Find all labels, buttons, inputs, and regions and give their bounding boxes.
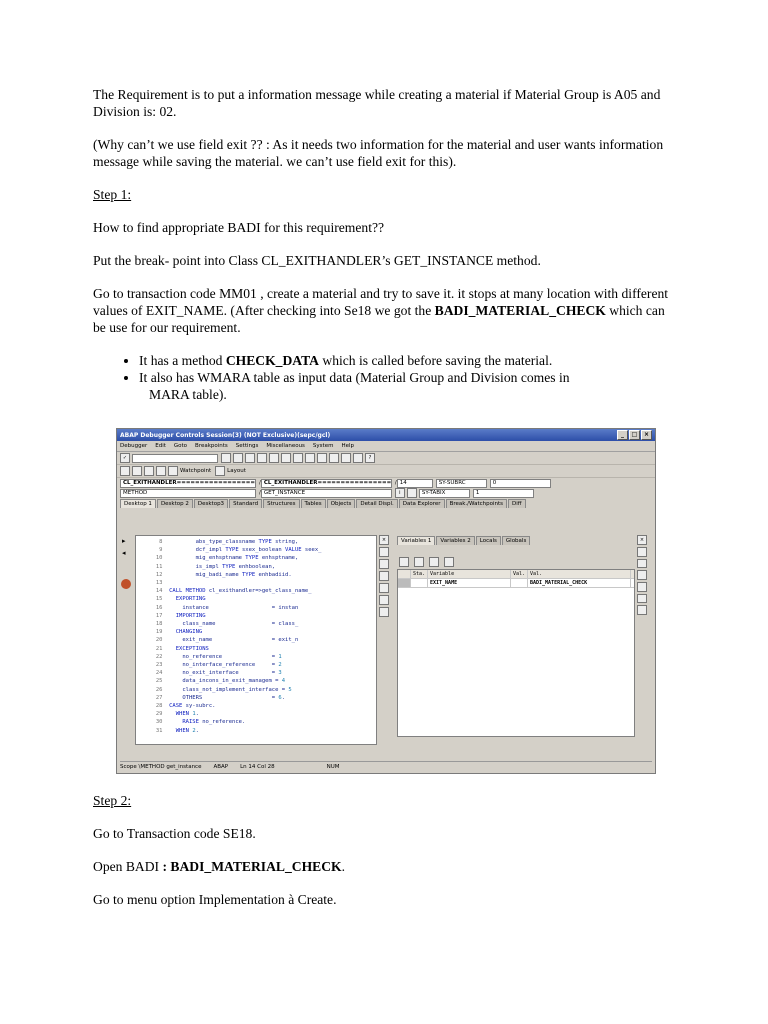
menu-edit: Edit <box>155 443 166 449</box>
step-over-icon <box>132 466 142 476</box>
variables-tabs <box>397 535 633 545</box>
tab-desktop-3: Desktop3 <box>194 499 228 508</box>
bullet-1-tail: which is called before saving the material. <box>318 353 553 368</box>
heading-step-2: Step 2: <box>93 793 132 808</box>
method-field: GET_INSTANCE <box>261 489 392 498</box>
column-header-variable: Variable <box>428 570 511 578</box>
prev-page-icon <box>317 453 327 463</box>
tab-objects: Objects <box>327 499 356 508</box>
status-mode: NUM <box>326 763 340 770</box>
debugger-screenshot <box>116 428 656 774</box>
tool-icon <box>444 557 454 567</box>
tab-data-explorer: Data Explorer <box>399 499 445 508</box>
line-number-field: 14 <box>397 479 433 488</box>
find-icon <box>281 453 291 463</box>
return-icon <box>144 466 154 476</box>
bullet-2-tail: MARA table). <box>149 387 227 402</box>
variables-grid <box>397 569 635 737</box>
watchpoint-icon <box>168 466 178 476</box>
save-icon <box>221 453 231 463</box>
value-cell: BADI_MATERIAL_CHECK <box>528 579 631 587</box>
tab-locals: Locals <box>476 536 501 545</box>
variables-side-toolbar <box>637 535 647 615</box>
menu-bar <box>117 441 655 452</box>
class-field-1: CL_EXITHANDLER================= <box>120 479 256 488</box>
row-selector <box>398 579 411 587</box>
layout-toggle-icon <box>215 466 225 476</box>
open-badi-name: : BADI_MATERIAL_CHECK <box>162 859 342 874</box>
help-icon: ? <box>365 453 375 463</box>
tab-variables-1: Variables 1 <box>397 536 435 545</box>
menu-misc: Miscellaneous <box>266 443 305 449</box>
tool-icon <box>379 547 389 557</box>
code-side-toolbar <box>379 535 389 655</box>
tab-detail-display: Detail Displ. <box>356 499 397 508</box>
tool-icon <box>637 594 647 604</box>
tool-icon <box>637 559 647 569</box>
menu-settings: Settings <box>235 443 259 449</box>
tool-icon <box>379 583 389 593</box>
cancel-icon <box>257 453 267 463</box>
tab-desktop-2: Desktop 2 <box>157 499 193 508</box>
tab-globals: Globals <box>502 536 530 545</box>
last-page-icon <box>341 453 351 463</box>
window-titlebar <box>117 429 655 441</box>
badi-name-bold: BADI_MATERIAL_CHECK <box>434 303 606 318</box>
debugger-toolbar <box>117 465 655 478</box>
context-row-1 <box>117 478 655 488</box>
list-item <box>139 369 673 403</box>
paragraph-open-badi <box>93 858 673 875</box>
bullet-1-text: It has a method <box>139 353 226 368</box>
desktop-tabs <box>117 498 655 508</box>
standard-toolbar <box>117 452 655 465</box>
status-cell <box>411 579 428 587</box>
status-position: Ln 14 Col 28 <box>240 763 275 770</box>
tab-structures: Structures <box>263 499 299 508</box>
paragraph-mm01 <box>93 285 673 336</box>
tab-breakpoints: Break./Watchpoints <box>446 499 507 508</box>
menu-debugger: Debugger <box>120 443 148 449</box>
tool-icon <box>399 557 409 567</box>
sytabix-value: 1 <box>473 489 534 498</box>
context-row-2 <box>117 488 655 498</box>
breakpoint-marker-icon <box>121 579 131 589</box>
row-selector <box>398 570 411 578</box>
check-data-bold: CHECK_DATA <box>225 353 319 368</box>
print-icon <box>269 453 279 463</box>
back-icon <box>233 453 243 463</box>
menu-goto: Goto <box>173 443 188 449</box>
paragraph-mm01-tail: which can be use for our requirement. <box>93 303 665 335</box>
layout-icon <box>353 453 363 463</box>
tool-icon <box>637 570 647 580</box>
column-header-val: Val. <box>528 570 631 578</box>
open-badi-text: Open BADI <box>93 859 163 874</box>
source-code-pane: 8 abs_type_classname TYPE string, 9 dcf_impl TYPE sxex_boolean VALUE seex_ 10 mig_enhsptname TYPE enhsptname, 11 is_impl TYPE enhboolean, 12 mig_badi_name TYPE enhbadiid. 13 14 CALL METHOD cl_exithandler=>get_class_name_ 15 EXPORTING 16 instance = instan 17 IMPORTING 18 class_name = class_ 19 CHANGING 20 exit_name = exit_n 21 EXCEPTIONS 22 no_reference = 1 23 no_interface_reference = 2 24 no_exit_interface = 3 25 data_incons_in_exit_managem = 4 26 class_not_implement_interface = 5 27 OTHERS = 6. 28 CASE sy-subrc. 29 WHEN 1. 30 RAISE no_reference. 31 WHEN 2. <box>135 535 377 745</box>
sysubrc-label: SY-SUBRC <box>436 479 487 488</box>
paragraph-requirement: The Requirement is to put a information message while creating a material if Material Group is A05 and Division is: 02. <box>93 87 661 119</box>
heading-step-1: Step 1: <box>93 187 132 202</box>
event-type-field: METHOD <box>120 489 256 498</box>
list-item <box>139 352 673 369</box>
maximize-icon: □ <box>629 430 640 440</box>
close-tool-icon: × <box>637 535 647 545</box>
variables-toolbar <box>399 557 456 567</box>
menu-help: Help <box>341 443 354 449</box>
paragraph-se18: Go to Transaction code SE18. <box>93 826 256 841</box>
tab-desktop-1: Desktop 1 <box>120 499 156 508</box>
tool-icon <box>379 559 389 569</box>
watchpoint-label: Watchpoint <box>180 468 212 474</box>
bullet-list <box>93 352 673 403</box>
arrow-left-icon: ◂ <box>122 549 126 557</box>
tool-icon <box>379 595 389 605</box>
tool-icon <box>637 547 647 557</box>
variable-cell: EXIT_NAME <box>428 579 511 587</box>
sytabix-label: SY-TABIX <box>419 489 470 498</box>
enter-icon: ✓ <box>120 453 130 463</box>
window-title: ABAP Debugger Controls Session(3) (NOT Exclusive)(sepc/gcl) <box>120 431 331 439</box>
bullet-2-text: It also has WMARA table as input data (Material Group and Division comes in <box>139 370 570 385</box>
info-icon: i <box>395 488 405 498</box>
sysubrc-value: 0 <box>490 479 551 488</box>
tool-icon <box>429 557 439 567</box>
tab-standard: Standard <box>229 499 262 508</box>
column-header-status: Sta. <box>411 570 428 578</box>
document-body-2 <box>93 792 673 924</box>
layout-label: Layout <box>227 468 246 474</box>
paragraph-menu-option: Go to menu option Implementation à Create. <box>93 892 337 907</box>
menu-system: System <box>312 443 334 449</box>
val-short-cell <box>511 579 528 587</box>
tool-icon <box>637 605 647 615</box>
status-scope: Scope \METHOD get_instance <box>120 763 202 770</box>
paragraph-breakpoint: Put the break- point into Class CL_EXITHANDLER’s GET_INSTANCE method. <box>93 253 541 268</box>
open-badi-tail: . <box>341 859 346 874</box>
tool-icon <box>379 571 389 581</box>
continue-icon <box>156 466 166 476</box>
paragraph-mm01-text: Go to transaction code MM01 , create a material and try to save it. it stops at many location with different values of EXIT_NAME. (After checking into Se18 we got the <box>93 286 669 318</box>
column-header-val-short: Val. <box>511 570 528 578</box>
exit-icon <box>245 453 255 463</box>
list-icon <box>407 488 417 498</box>
tool-icon <box>637 582 647 592</box>
close-tool-icon: × <box>379 535 389 545</box>
status-language: ABAP <box>213 763 229 770</box>
class-field-2: CL_EXITHANDLER================ <box>261 479 392 488</box>
tab-tables: Tables <box>301 499 326 508</box>
next-page-icon <box>329 453 339 463</box>
tool-icon <box>379 607 389 617</box>
find-next-icon <box>293 453 303 463</box>
status-bar <box>120 761 652 771</box>
paragraph-why-not-field-exit: (Why can’t we use field exit ?? : As it needs two information for the material and user wants information message while saving the material. we can’t use field exit for this). <box>93 137 664 169</box>
step-icon <box>120 466 130 476</box>
command-field <box>132 454 218 463</box>
table-row <box>398 579 634 588</box>
tool-icon <box>414 557 424 567</box>
paragraph-find-badi: How to find appropriate BADI for this requirement?? <box>93 220 385 235</box>
close-icon: × <box>641 430 652 440</box>
tab-diff: Diff <box>508 499 526 508</box>
tab-variables-2: Variables 2 <box>436 536 474 545</box>
menu-breakpoints: Breakpoints <box>195 443 228 449</box>
first-page-icon <box>305 453 315 463</box>
variables-header-row <box>398 570 634 579</box>
minimize-icon: _ <box>617 430 628 440</box>
document-body <box>93 86 673 417</box>
arrow-right-icon: ▸ <box>122 537 126 545</box>
